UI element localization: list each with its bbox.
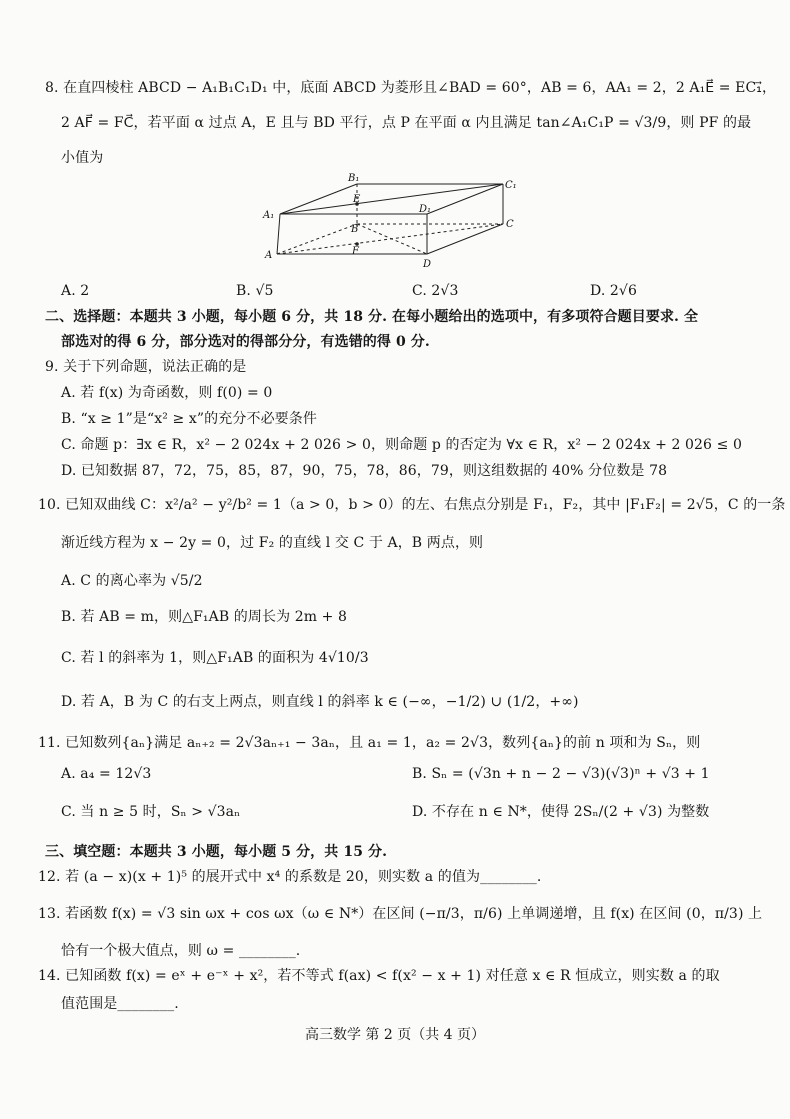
q14-line2: 值范围是________.	[61, 996, 179, 1012]
q10-option-c: C. 若 l 的斜率为 1，则△F₁AB 的面积为 4√10/3	[61, 650, 369, 666]
q14-line1: 14. 已知函数 f(x) = eˣ + e⁻ˣ + x²，若不等式 f(ax) < f(x² − x + 1) 对任意 x ∈ R 恒成立，则实数 a 的取	[38, 968, 720, 984]
q11-option-c: C. 当 n ≥ 5 时，Sₙ > √3aₙ	[61, 804, 241, 820]
q10-line1: 10. 已知双曲线 C：x²/a² − y²/b² = 1（a > 0，b > 0）的左、右焦点分别是 F₁，F₂，其中 |F₁F₂| = 2√5，C 的一条	[38, 497, 786, 513]
q9-option-d: D. 已知数据 87，72，75，85，87，90，75，78，86，79，则这组数据的 40% 分位数是 78	[61, 463, 668, 479]
label-C1: C₁	[505, 180, 517, 191]
q12-text: 12. 若 (a − x)(x + 1)⁵ 的展开式中 x⁴ 的系数是 20，则实数 a 的值为________.	[38, 869, 542, 885]
q8-line3: 小值为	[61, 150, 104, 166]
q10-option-d: D. 若 A，B 为 C 的右支上两点，则直线 l 的斜率 k ∈ (−∞，−1/2) ∪ (1/2，+∞)	[61, 694, 579, 710]
q8-option-d: D. 2√6	[590, 283, 637, 299]
q10-option-a: A. C 的离心率为 √5/2	[61, 573, 203, 589]
q11-option-d: D. 不存在 n ∈ N*，使得 2Sₙ/(2 + √3) 为整数	[412, 804, 710, 820]
q9-option-b: B. “x ≥ 1”是“x² ≥ x”的充分不必要条件	[61, 411, 317, 427]
q13-line1: 13. 若函数 f(x) = √3 sin ωx + cos ωx（ω ∈ N*）在区间 (−π/3，π/6) 上单调递增，且 f(x) 在区间 (0，π/3) 上	[38, 906, 763, 922]
label-B1: B₁	[348, 173, 360, 184]
label-E: E	[353, 194, 361, 205]
q11-option-b: B. Sₙ = (√3n + n − 2 − √3)(√3)ⁿ + √3 + 1	[412, 766, 710, 782]
label-F: F	[352, 246, 359, 257]
q9-stem: 9. 关于下列命题，说法正确的是	[45, 359, 247, 375]
q11-option-a: A. a₄ = 12√3	[61, 766, 152, 782]
q8-option-c: C. 2√3	[412, 283, 459, 299]
q9-option-c: C. 命题 p：∃x ∈ R，x² − 2 024x + 2 026 > 0，则命题 p 的否定为 ∀x ∈ R，x² − 2 024x + 2 026 ≤ 0	[61, 437, 743, 453]
q10-line2: 渐近线方程为 x − 2y = 0，过 F₂ 的直线 l 交 C 于 A，B 两点，则	[61, 535, 484, 551]
label-C: C	[506, 219, 514, 230]
page-footer: 高三数学 第 2 页（共 4 页）	[304, 1027, 486, 1043]
prism-figure	[255, 172, 530, 272]
q8-option-a: A. 2	[61, 283, 90, 299]
label-D1: D₁	[419, 204, 432, 215]
section2-line1: 二、选择题：本题共 3 小题，每小题 6 分，共 18 分. 在每小题给出的选项中，有多项符合题目要求. 全	[45, 309, 699, 325]
label-D: D	[423, 259, 432, 270]
section3-heading: 三、填空题：本题共 3 小题，每小题 5 分，共 15 分.	[45, 844, 388, 860]
q11-stem: 11. 已知数列{aₙ}满足 aₙ₊₂ = 2√3aₙ₊₁ − 3aₙ，且 a₁ = 1，a₂ = 2√3，数列{aₙ}的前 n 项和为 Sₙ，则	[38, 735, 701, 751]
q13-line2: 恰有一个极大值点，则 ω = ________.	[61, 943, 301, 959]
label-A: A	[265, 250, 273, 261]
section2-line2: 部选对的得 6 分，部分选对的得部分分，有选错的得 0 分.	[61, 334, 430, 350]
q9-option-a: A. 若 f(x) 为奇函数，则 f(0) = 0	[61, 385, 273, 401]
q10-option-b: B. 若 AB = m，则△F₁AB 的周长为 2m + 8	[61, 609, 348, 625]
q8-line2: 2 AF⃗ = FC⃗，若平面 α 过点 A，E 且与 BD 平行，点 P 在平面 α 内且满足 tan∠A₁C₁P = √3/9，则 PF 的最	[61, 115, 752, 131]
q8-line1: 8. 在直四棱柱 ABCD − A₁B₁C₁D₁ 中，底面 ABCD 为菱形且∠BAD = 60°，AB = 6，AA₁ = 2，2 A₁E⃗ = EC₁⃗，	[45, 80, 777, 96]
label-B: B	[351, 224, 359, 235]
label-A1: A₁	[263, 210, 275, 221]
q8-option-b: B. √5	[236, 283, 274, 299]
